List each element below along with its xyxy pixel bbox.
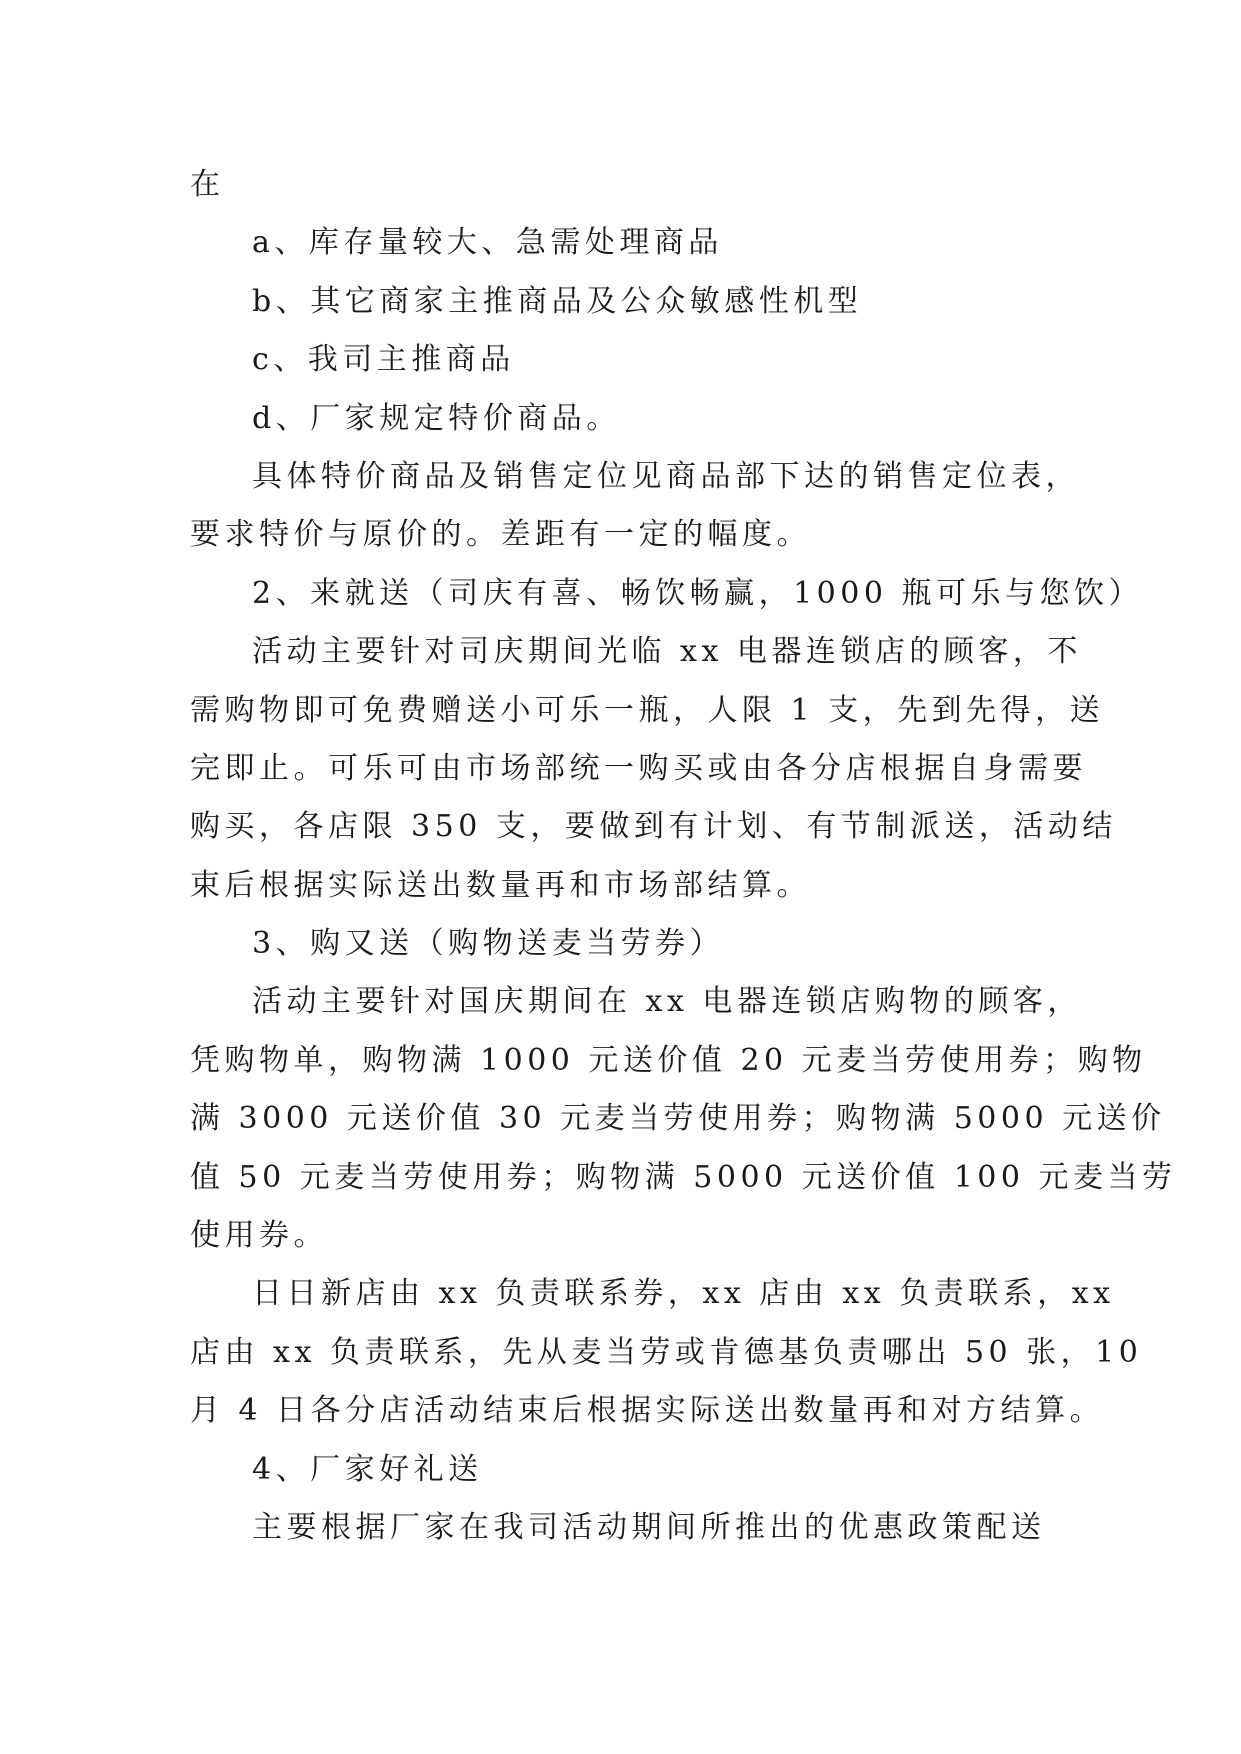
text-line: 凭购物单，购物满 1000 元送价值 20 元麦当劳使用券；购物 (190, 1042, 1147, 1078)
text-line: 活动主要针对司庆期间光临 xx 电器连锁店的顾客，不 (252, 634, 1082, 670)
text-line: 日日新店由 xx 负责联系券，xx 店由 xx 负责联系，xx (252, 1276, 1115, 1312)
text-line: 值 50 元麦当劳使用券；购物满 5000 元送价值 100 元麦当劳 (190, 1159, 1177, 1195)
text-line: 店由 xx 负责联系，先从麦当劳或肯德基负责哪出 50 张，10 (190, 1334, 1143, 1370)
text-line: 要求特价与原价的。差距有一定的幅度。 (190, 517, 811, 553)
text-line: 完即止。可乐可由市场部统一购买或由各分店根据自身需要 (190, 750, 1087, 786)
section-heading-4: 4、厂家好礼送 (252, 1451, 483, 1487)
text-line: 具体特价商品及销售定位见商品部下达的销售定位表， (252, 458, 1080, 494)
section-heading-3: 3、购又送（购物送麦当劳券） (252, 926, 725, 962)
text-line: 主要根据厂家在我司活动期间所推出的优惠政策配送 (252, 1509, 1046, 1545)
document-body (190, 156, 1177, 1557)
text-line: 购买，各店限 350 支，要做到有计划、有节制派送，活动结 (190, 809, 1117, 845)
list-item-d: d、厂家规定特价商品。 (252, 400, 621, 436)
text-line: 使用券。 (190, 1218, 328, 1254)
text-line: 在 (190, 167, 225, 202)
text-line: 满 3000 元送价值 30 元麦当劳使用券；购物满 5000 元送价 (190, 1101, 1166, 1137)
section-heading-2: 2、来就送（司庆有喜、畅饮畅赢，1000 瓶可乐与您饮） (252, 575, 1143, 611)
text-line: 束后根据实际送出数量再和市场部结算。 (190, 867, 811, 903)
list-item-c: c、我司主推商品 (252, 342, 515, 378)
text-line: 活动主要针对国庆期间在 xx 电器连锁店购物的顾客， (252, 984, 1082, 1020)
text-line: 月 4 日各分店活动结束后根据实际送出数量再和对方结算。 (190, 1393, 1105, 1429)
list-item-b: b、其它商家主推商品及公众敏感性机型 (252, 283, 863, 319)
list-item-a: a、库存量较大、急需处理商品 (252, 225, 723, 261)
text-line: 需购物即可免费赠送小可乐一瓶，人限 1 支，先到先得，送 (190, 692, 1105, 728)
